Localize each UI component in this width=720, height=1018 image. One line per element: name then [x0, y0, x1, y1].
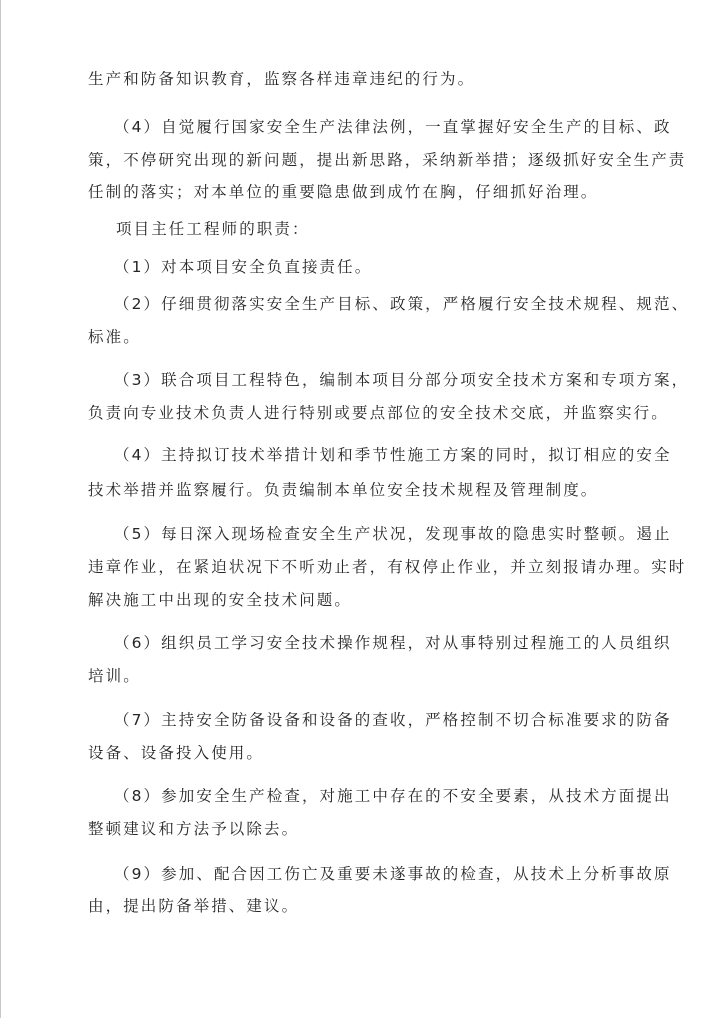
paragraph-line: 解决施工中出现的安全技术问题。 — [88, 591, 353, 609]
paragraph-line: 违章作业，在紧迫状况下不听劝止者，有权停止作业，并立刻报请办理。实时 — [88, 558, 687, 576]
paragraph-line: （4）自觉履行国家安全生产法律法例，一直掌握好安全生产的目标、政 — [114, 118, 672, 136]
paragraph-line: 标准。 — [88, 328, 141, 346]
paragraph-line: （5）每日深入现场检查安全生产状况，发现事故的隐患实时整顿。遏止 — [114, 525, 672, 543]
paragraph-line: （9）参加、配合因工伤亡及重要未遂事故的检查，从技术上分析事故原 — [114, 865, 672, 883]
paragraph-line: （7）主持安全防备设备和设备的查收，严格控制不切合标准要求的防备 — [114, 711, 672, 729]
paragraph-line: 设备、设备投入使用。 — [88, 744, 265, 762]
paragraph-line: （3）联合项目工程特色，编制本项目分部分项安全技术方案和专项方案， — [114, 371, 690, 389]
paragraph-line: 策，不停研究出现的新问题，提出新思路，采纳新举措；逐级抓好安全生产责 — [88, 151, 687, 169]
paragraph-line: 整顿建议和方法予以除去。 — [88, 820, 300, 838]
paragraph-line: 培训。 — [88, 667, 141, 685]
paragraph-line: （8）参加安全生产检查，对施工中存在的不安全要素，从技术方面提出 — [114, 787, 672, 805]
paragraph-line: （6）组织员工学习安全技术操作规程，对从事特别过程施工的人员组织 — [114, 634, 672, 652]
paragraph-line: （2）仔细贯彻落实安全生产目标、政策，严格履行安全技术规程、规范、 — [114, 295, 690, 313]
paragraph-line: （4）主持拟订技术举措计划和季节性施工方案的同时，拟订相应的安全 — [114, 446, 672, 464]
paragraph-line: 项目主任工程师的职责： — [116, 220, 310, 238]
paragraph-line: 由，提出防备举措、建议。 — [88, 897, 300, 915]
paragraph-line: 技术举措并监察履行。负责编制本单位安全技术规程及管理制度。 — [88, 481, 599, 499]
paragraph-line: 负责向专业技术负责人进行特别或要点部位的安全技术交底，并监察实行。 — [88, 404, 669, 422]
paragraph-line: 生产和防备知识教育，监察各样违章违纪的行为。 — [88, 70, 476, 88]
paragraph-line: 任制的落实；对本单位的重要隐患做到成竹在胸，仔细抓好治理。 — [88, 183, 599, 201]
paragraph-line: （1）对本项目安全负直接责任。 — [114, 258, 373, 276]
